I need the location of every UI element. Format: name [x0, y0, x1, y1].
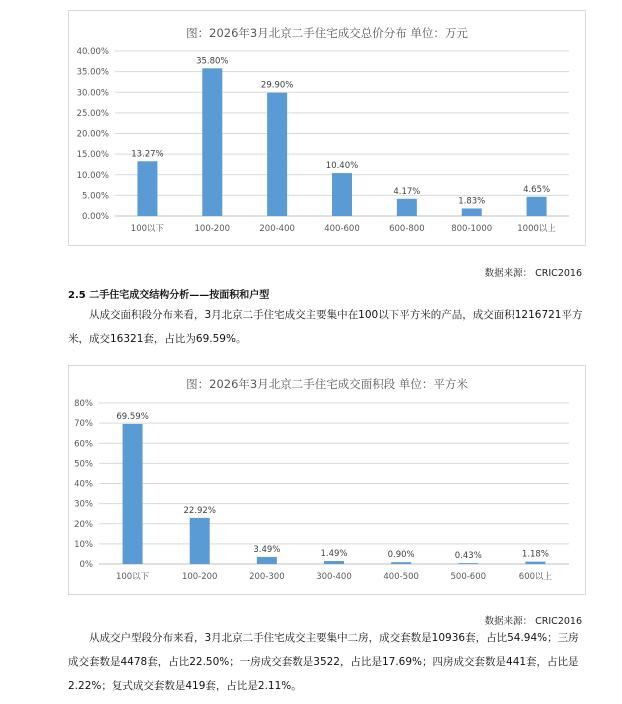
- y-tick-label: 10.00%: [76, 170, 109, 181]
- bar: [525, 562, 545, 564]
- x-tick-label: 100-200: [181, 572, 218, 582]
- x-tick-label: 500-600: [450, 572, 487, 582]
- data-label: 29.90%: [260, 80, 294, 91]
- y-tick-label: 5.00%: [81, 191, 109, 202]
- y-tick-label: 15.00%: [76, 150, 109, 161]
- y-tick-label: 10%: [74, 539, 93, 550]
- x-tick-label: 200-300: [249, 572, 285, 582]
- chart-title: 图：2026年3月北京二手住宅成交面积段 单位：平方米: [186, 377, 468, 391]
- bar: [190, 518, 210, 564]
- x-tick-label: 400-500: [383, 572, 419, 582]
- data-label: 10.40%: [325, 161, 359, 172]
- data-label: 13.27%: [131, 149, 164, 160]
- y-tick-label: 80%: [74, 399, 93, 409]
- x-tick-label: 300-400: [316, 572, 352, 582]
- bar: [462, 208, 482, 216]
- bar: [527, 197, 547, 216]
- data-label: 35.80%: [196, 56, 229, 67]
- data-source-note: 数据来源： CRIC2016: [484, 616, 582, 627]
- y-tick-label: 25.00%: [76, 108, 109, 119]
- bar: [324, 561, 344, 564]
- x-tick-label: 100以下: [130, 224, 165, 234]
- x-tick-label: 100-200: [194, 224, 231, 234]
- y-tick-label: 70%: [74, 419, 93, 430]
- x-tick-label: 600以上: [518, 572, 553, 582]
- data-label: 1.49%: [320, 549, 348, 560]
- x-tick-label: 400-600: [324, 224, 360, 234]
- bar: [397, 199, 417, 216]
- data-label: 1.18%: [521, 549, 549, 560]
- y-tick-label: 35.00%: [76, 67, 109, 78]
- bar: [267, 93, 287, 216]
- price-distribution-plot: [69, 11, 585, 245]
- bar: [202, 68, 222, 216]
- y-tick-label: 0.00%: [81, 212, 109, 222]
- area-distribution-plot: [69, 366, 585, 594]
- data-label: 1.83%: [458, 196, 486, 207]
- y-tick-label: 20.00%: [76, 129, 109, 140]
- y-tick-label: 40%: [74, 479, 93, 490]
- area-analysis-paragraph: 从成交面积段分布来看，3月北京二手住宅成交主要集中在100以下平方米的产品，成交面积1216721平方米，成交16321套，占比为69.59%。: [68, 309, 583, 345]
- bar: [391, 562, 411, 564]
- y-tick-label: 40.00%: [76, 47, 109, 57]
- x-tick-label: 1000以上: [517, 224, 556, 234]
- layout-analysis-paragraph: 从成交户型段分布来看，3月北京二手住宅成交主要集中二房，成交套数是10936套，占比54.94%；三房成交套数是4478套，占比22.50%；一房成交套数是3522，占比是17.69%；四房成交套数是441套，占比是2.22%；复式成交套数是419套，占比是2.11%。: [68, 632, 579, 692]
- x-tick-label: 100以下: [115, 572, 150, 582]
- data-label: 3.49%: [253, 544, 281, 555]
- section-heading: 2.5 二手住宅成交结构分析——按面积和户型: [68, 290, 270, 301]
- y-tick-label: 30%: [74, 499, 93, 510]
- x-tick-label: 200-400: [259, 224, 295, 234]
- bar: [332, 173, 352, 216]
- bar: [458, 563, 478, 564]
- y-tick-label: 30.00%: [76, 88, 109, 99]
- y-tick-label: 50%: [74, 459, 93, 470]
- bar: [257, 557, 277, 564]
- y-tick-label: 60%: [74, 439, 93, 450]
- price-distribution-chart: [68, 10, 586, 246]
- bar: [137, 161, 157, 216]
- data-label: 69.59%: [116, 411, 149, 422]
- bar: [123, 424, 143, 564]
- data-label: 0.90%: [387, 550, 415, 561]
- data-label: 0.43%: [454, 551, 482, 562]
- x-tick-label: 800-1000: [451, 224, 493, 234]
- data-source-note: 数据来源： CRIC2016: [484, 268, 582, 279]
- y-tick-label: 0%: [79, 560, 93, 570]
- chart-title: 图：2026年3月北京二手住宅成交总价分布 单位：万元: [186, 26, 468, 40]
- area-distribution-chart: [68, 365, 586, 595]
- data-label: 4.17%: [393, 186, 421, 197]
- data-label: 22.92%: [183, 505, 216, 516]
- y-tick-label: 20%: [74, 519, 93, 530]
- x-tick-label: 600-800: [389, 224, 425, 234]
- data-label: 4.65%: [523, 184, 551, 195]
